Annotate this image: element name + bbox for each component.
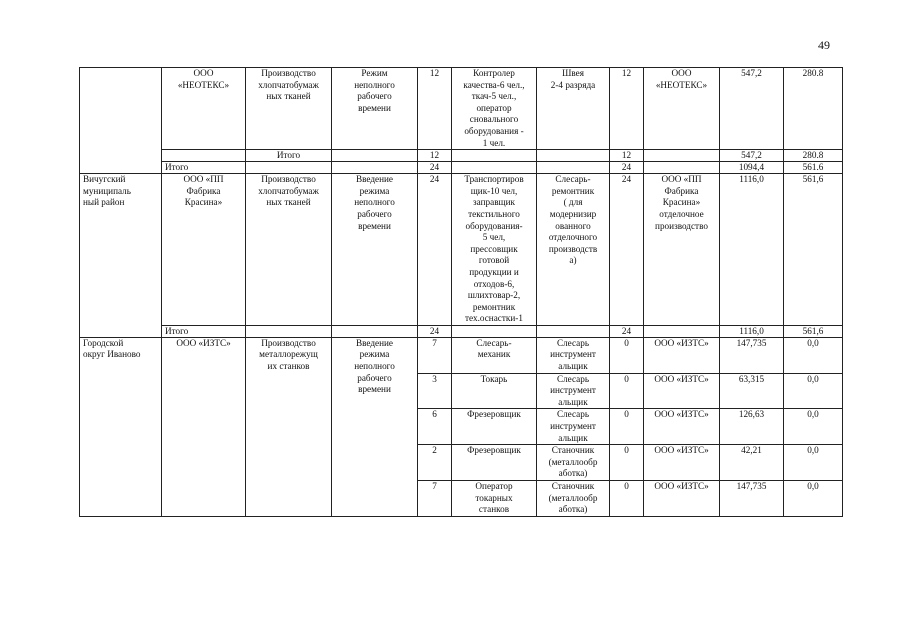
profession-cell: Контролер качества-6 чел., ткач-5 чел., оператор сновального оборудования - 1 чел. [452,68,537,150]
subtotal-label: Итого [246,150,332,162]
count-cell: 6 [418,409,452,445]
activity-cell: Производство хлопчатобумаж ных тканей [246,68,332,150]
sum2-cell: 280.8 [784,150,843,162]
sum1-cell: 1116,0 [720,174,784,326]
sum2-cell: 0,0 [784,409,843,445]
employer-cell: ООО «ПП Фабрика Красина» отделочное производство [644,174,720,326]
training-cell: Слесарь инструмент альщик [537,409,610,445]
empty-cell [644,162,720,174]
activity-cell: Производство металлорежущ их станков [246,337,332,516]
count2-cell: 12 [610,150,644,162]
empty-cell [452,150,537,162]
sum2-cell: 0,0 [784,445,843,481]
org-cell: ООО «ПП Фабрика Красина» [162,174,246,326]
district-cell: Городской округ Иваново [80,337,162,516]
sum2-cell: 561,6 [784,325,843,337]
count2-cell: 24 [610,162,644,174]
empty-cell [246,162,332,174]
empty-cell [332,162,418,174]
count2-cell: 0 [610,337,644,373]
count-cell: 7 [418,337,452,373]
count2-cell: 0 [610,373,644,409]
district-cell: Вичугский муниципаль ный район [80,174,162,338]
training-cell: Слесарь инструмент альщик [537,373,610,409]
sum1-cell: 1094,4 [720,162,784,174]
employer-cell: ООО «НЕОТЕКС» [644,68,720,150]
empty-cell [246,325,332,337]
empty-cell [452,162,537,174]
table-row [80,174,843,326]
count2-cell: 24 [610,174,644,326]
employment-table [79,67,843,517]
training-cell: Слесарь инструмент альщик [537,337,610,373]
count2-cell: 24 [610,325,644,337]
sum2-cell: 280.8 [784,68,843,150]
empty-cell [452,325,537,337]
employer-cell: ООО «ИЗТС» [644,373,720,409]
sum1-cell: 126,63 [720,409,784,445]
employer-cell: ООО «ИЗТС» [644,337,720,373]
sum1-cell: 547,2 [720,150,784,162]
total-label: Итого [162,162,246,174]
sum1-cell: 63,315 [720,373,784,409]
count-cell: 2 [418,445,452,481]
org-cell: ООО «ИЗТС» [162,337,246,516]
empty-cell [537,150,610,162]
count-cell: 24 [418,325,452,337]
profession-cell: Слесарь- механик [452,337,537,373]
sum1-cell: 42,21 [720,445,784,481]
profession-cell: Фрезеровщик [452,445,537,481]
count-cell: 3 [418,373,452,409]
empty-cell [537,325,610,337]
sum1-cell: 147,735 [720,337,784,373]
sum1-cell: 147,735 [720,481,784,517]
employer-cell: ООО «ИЗТС» [644,445,720,481]
sum2-cell: 561.6 [784,162,843,174]
sum1-cell: 547,2 [720,68,784,150]
count-cell: 12 [418,150,452,162]
empty-cell [644,325,720,337]
total-row [80,162,843,174]
employer-cell: ООО «ИЗТС» [644,481,720,517]
count2-cell: 12 [610,68,644,150]
mode-cell: Режим неполного рабочего времени [332,68,418,150]
table-row [80,68,843,150]
count-cell: 7 [418,481,452,517]
count2-cell: 0 [610,409,644,445]
empty-cell [537,162,610,174]
empty-cell [332,150,418,162]
empty-cell [162,150,246,162]
sum2-cell: 0,0 [784,481,843,517]
empty-cell [332,325,418,337]
training-cell: Швея 2-4 разряда [537,68,610,150]
count2-cell: 0 [610,445,644,481]
district-cell [80,68,162,174]
training-cell: Слесарь- ремонтник ( для модернизир ованного отделочного производств а) [537,174,610,326]
total-row [80,325,843,337]
org-cell: ООО «НЕОТЕКС» [162,68,246,150]
profession-cell: Транспортиров щик-10 чел, заправщик текстильного оборудования- 5 чел, прессовщик готовой продукции и отходов-6, шлихтовар-2, ремонтник тех.оснастки-1 [452,174,537,326]
count2-cell: 0 [610,481,644,517]
sum2-cell: 0,0 [784,337,843,373]
profession-cell: Оператор токарных станков [452,481,537,517]
count-cell: 24 [418,162,452,174]
profession-cell: Фрезеровщик [452,409,537,445]
profession-cell: Токарь [452,373,537,409]
total-label: Итого [162,325,246,337]
table-row [80,337,843,373]
empty-cell [644,150,720,162]
mode-cell: Введение режима неполного рабочего времени [332,337,418,516]
activity-cell: Производство хлопчатобумаж ных тканей [246,174,332,326]
count-cell: 12 [418,68,452,150]
training-cell: Станочник (металлообр аботка) [537,481,610,517]
sum1-cell: 1116,0 [720,325,784,337]
page-number: 49 [818,38,830,52]
count-cell: 24 [418,174,452,326]
subtotal-row [80,150,843,162]
sum2-cell: 0,0 [784,373,843,409]
sum2-cell: 561,6 [784,174,843,326]
training-cell: Станочник (металлообр аботка) [537,445,610,481]
mode-cell: Введение режима неполного рабочего времени [332,174,418,326]
employer-cell: ООО «ИЗТС» [644,409,720,445]
